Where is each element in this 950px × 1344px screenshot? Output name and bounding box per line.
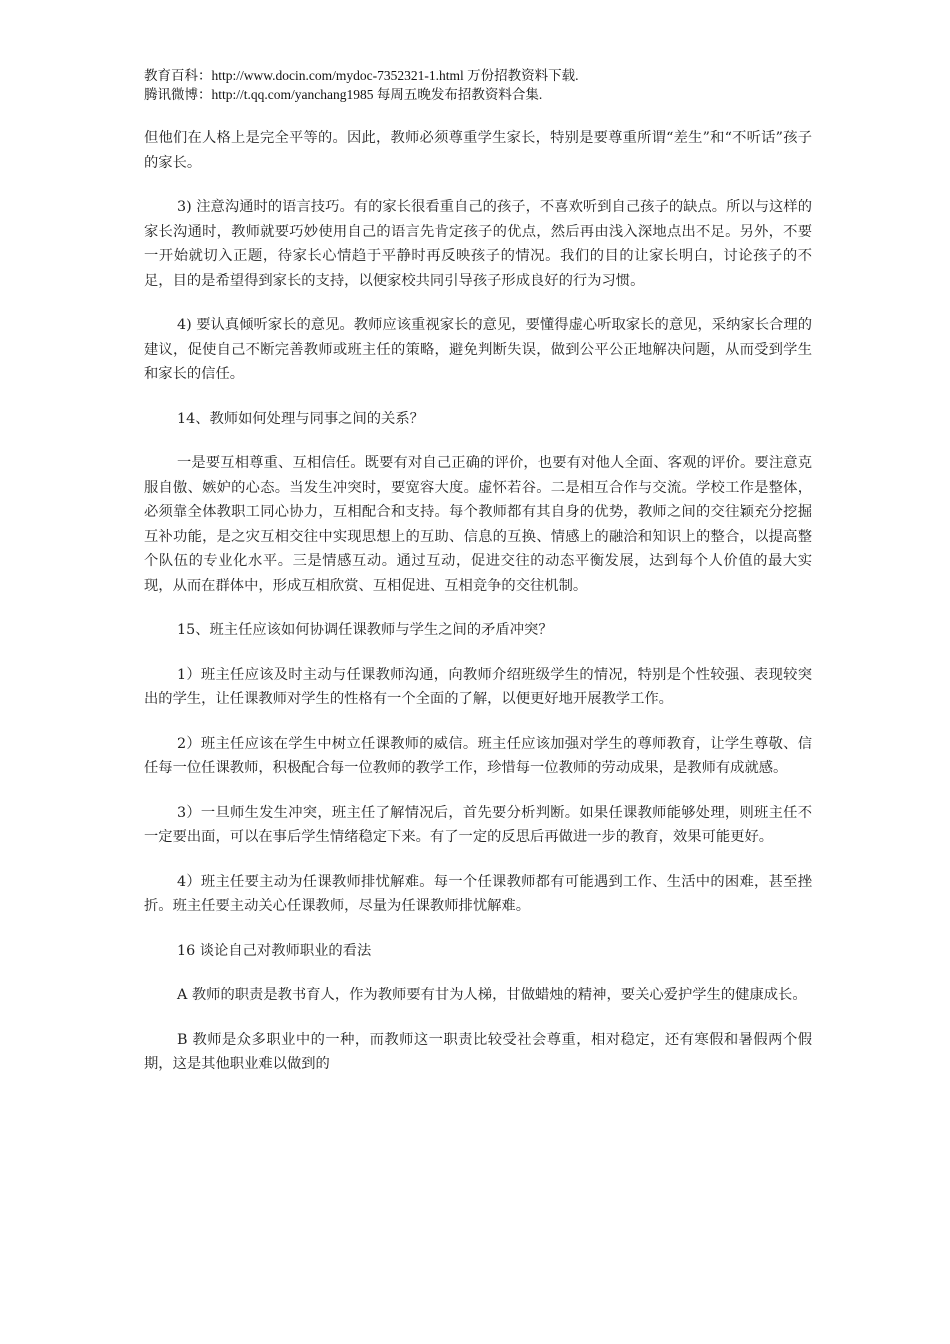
paragraph-continued: 但他们在人格上是完全平等的。因此，教师必须尊重学生家长，特别是要尊重所谓“差生”和“不听话”孩子的家长。 xyxy=(144,130,812,171)
paragraph-option-a: A 教师的职责是教书育人，作为教师要有甘为人梯，甘做蜡烛的精神，要关心爱护学生的健康成长。 xyxy=(177,987,807,1003)
paragraph-help-teachers: 4）班主任要主动为任课教师排忧解难。每一个任课教师都有可能遇到工作、生活中的困难，甚至挫折。班主任要主动关心任课教师，尽量为任课教师排忧解难。 xyxy=(144,873,812,914)
header-line-weibo: 腾讯微博：http://t.qq.com/yanchang1985 每周五晚发布招教资料合集. xyxy=(144,87,543,102)
paragraph-communicate-teachers: 1）班主任应该及时主动与任课教师沟通，向教师介绍班级学生的情况，特别是个性较强、表现较突出的学生，让任课教师对学生的性格有一个全面的了解，以便更好地开展教学工作。 xyxy=(144,666,812,707)
paragraph-language-skills: 3) 注意沟通时的语言技巧。有的家长很看重自己的孩子，不喜欢听到自己孩子的缺点。所以与这样的家长沟通时，教师就要巧妙使用自己的语言先肯定孩子的优点，然后再由浅入深地点出不足。另外，不要一开始就切入正题，待家长心情趋于平静时再反映孩子的情况。我们的目的让家长明白，讨论孩子的不足，目的是希望得到家长的支持，以便家校共同引导孩子形成良好的行为习惯。 xyxy=(144,199,812,289)
question-14-heading: 14、教师如何处理与同事之间的关系？ xyxy=(177,410,424,427)
paragraph-option-b: B 教师是众多职业中的一种，而教师这一职责比较受社会尊重，相对稳定，还有寒假和暑假两个假期，这是其他职业难以做到的 xyxy=(144,1031,812,1072)
question-16-heading: 16 谈论自己对教师职业的看法 xyxy=(177,942,372,959)
paragraph-listen-to-parents: 4) 要认真倾听家长的意见。教师应该重视家长的意见，要懂得虚心听取家长的意见，采纳家长合理的建议，促使自己不断完善教师或班主任的策略，避免判断失误，做到公平公正地解决问题，从而受到学生和家长的信任。 xyxy=(144,317,812,382)
document-body xyxy=(144,126,812,1097)
paragraph-colleague-relations: 一是要互相尊重、互相信任。既要有对自己正确的评价，也要有对他人全面、客观的评价。要注意克服自傲、嫉妒的心态。当发生冲突时，要宽容大度。虚怀若谷。二是相互合作与交流。学校工作是整体，必须靠全体教职工同心协力，互相配合和支持。每个教师都有其自身的优势，教师之间的交往颖充分挖掘互补功能，是之灾互相交往中实现思想上的互助、信息的互换、情感上的融洽和知识上的整合，以提高整个队伍的专业化水平。三是情感互动。通过互动，促进交往的动态平衡发展，达到每个人价值的最大实现，从而在群体中，形成互相欣赏、互相促进、互相竞争的交往机制。 xyxy=(144,455,812,594)
question-15-heading: 15、班主任应该如何协调任课教师与学生之间的矛盾冲突？ xyxy=(177,622,553,638)
header-line-docin: 教育百科：http://www.docin.com/mydoc-7352321-1.html 万份招教资料下载. xyxy=(144,68,579,83)
paragraph-conflict-handling: 3）一旦师生发生冲突，班主任了解情况后，首先要分析判断。如果任课教师能够处理，则班主任不一定要出面，可以在事后学生情绪稳定下来。有了一定的反思后再做进一步的教育，效果可能更好。 xyxy=(144,804,812,845)
paragraph-teacher-prestige: 2）班主任应该在学生中树立任课教师的威信。班主任应该加强对学生的尊师教育，让学生尊敬、信任每一位任课教师，积极配合每一位教师的教学工作，珍惜每一位教师的劳动成果，是教师有成就感。 xyxy=(144,735,812,776)
page-header xyxy=(144,66,844,104)
